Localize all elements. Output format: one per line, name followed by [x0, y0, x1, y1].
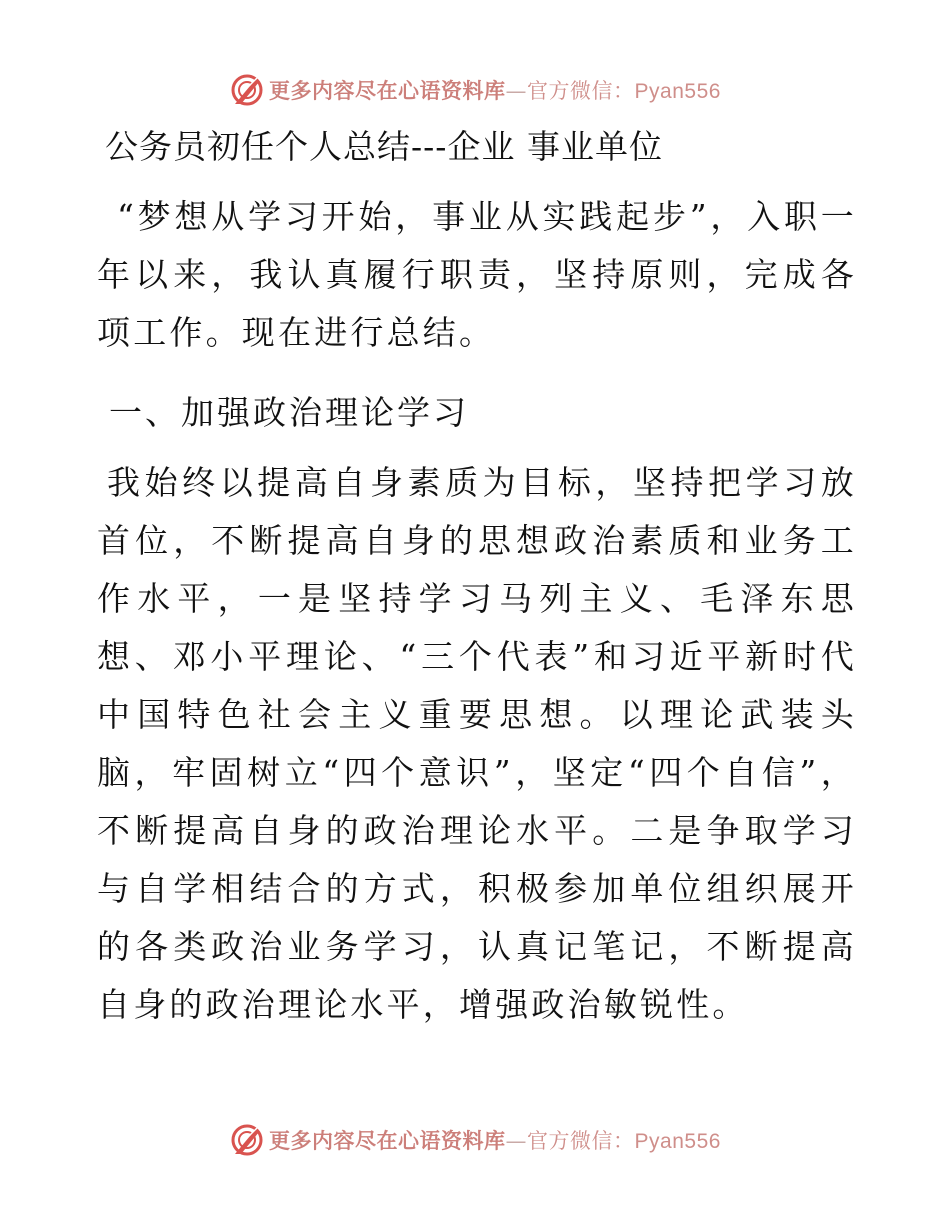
- watermark-text: 更多内容尽在心语资料库—官方微信：Pyan556: [269, 1129, 721, 1153]
- document-title: 公务员初任个人总结---企业 事业单位: [105, 127, 663, 166]
- footer-watermark: [0, 1118, 950, 1162]
- section-heading: 一、加强政治理论学习: [109, 393, 469, 432]
- watermark-text: 更多内容尽在心语资料库—官方微信：Pyan556: [269, 79, 721, 103]
- body-paragraph: 我始终以提高自身素质为目标，坚持把学习放首位，不断提高自身的思想政治素质和业务工作水平，一是坚持学习马列主义、毛泽东思想、邓小平理论、“三个代表”和习近平新时代中国特色社会主义重要思想。以理论武装头脑，牢固树立“四个意识”，坚定“四个自信”，不断提高自身的政治理论水平。二是争取学习与自学相结合的方式，积极参加单位组织展开的各类政治业务学习，认真记笔记，不断提高自身的政治理论水平，增强政治敏锐性。: [97, 463, 857, 1024]
- quill-logo-icon: [229, 72, 265, 108]
- intro-paragraph: “梦想从学习开始，事业从实践起步”，入职一年以来，我认真履行职责，坚持原则，完成各项工作。现在进行总结。: [97, 197, 857, 352]
- quill-logo-icon: [229, 1122, 265, 1158]
- header-watermark: [0, 68, 950, 112]
